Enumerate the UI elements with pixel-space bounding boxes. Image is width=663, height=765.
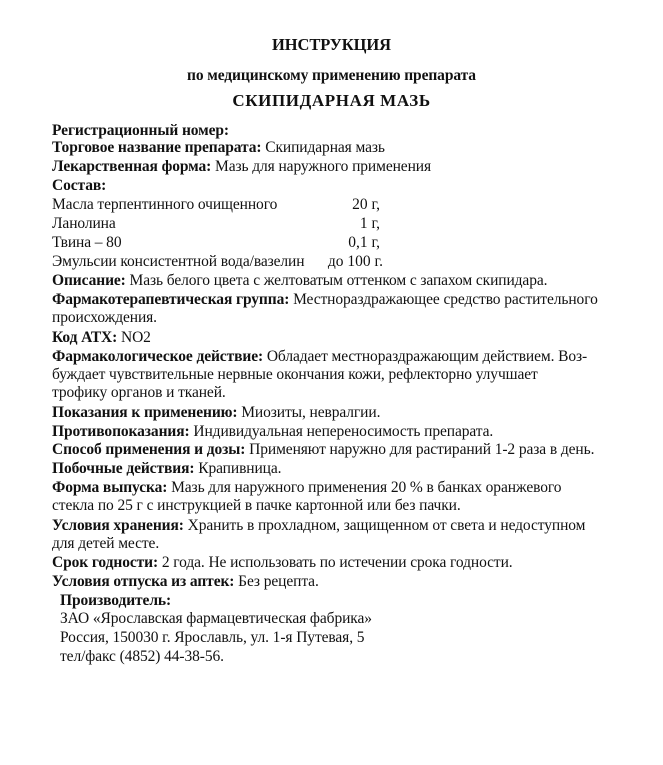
composition-item-name: Твина – 80 bbox=[52, 234, 122, 251]
contraindications-line bbox=[52, 423, 493, 441]
atc-label: Код АТХ: bbox=[52, 329, 118, 346]
document-subtitle: по медицинскому применению препарата bbox=[187, 67, 476, 84]
trade-name-value: Скипидарная мазь bbox=[265, 139, 385, 156]
release-form-label: Форма выпуска: bbox=[52, 479, 168, 496]
composition-item-name: Эмульсии консистентной вода/вазелин bbox=[52, 253, 305, 270]
description-value: Мазь белого цвета с желтоватым оттенком с запахом скипидара. bbox=[129, 272, 548, 289]
shelf-life-line bbox=[52, 554, 513, 572]
pharm-group-label: Фармакотерапевтическая группа: bbox=[52, 291, 290, 308]
release-form-continuation: стекла по 25 г с инструкцией в пачке картонной или без пачки. bbox=[52, 497, 461, 514]
pharm-group-continuation: происхождения. bbox=[52, 309, 157, 326]
action-value: Обладает местнораздражающим действием. Воз- bbox=[266, 348, 588, 365]
manufacturer-phone: тел/факс (4852) 44-38-56. bbox=[60, 648, 224, 665]
registration-label: Регистрационный номер: bbox=[52, 122, 229, 139]
storage-label: Условия хранения: bbox=[52, 517, 184, 534]
document-title: ИНСТРУКЦИЯ bbox=[272, 35, 391, 54]
shelf-life-label: Срок годности: bbox=[52, 554, 159, 571]
release-form-value: Мазь для наружного применения 20 % в банках оранжевого bbox=[171, 479, 562, 496]
storage-line bbox=[52, 517, 585, 535]
indications-label: Показания к применению: bbox=[52, 404, 238, 421]
composition-item-amount: 20 г, bbox=[352, 196, 380, 213]
action-line bbox=[52, 348, 587, 366]
composition-item-name: Масла терпентинного очищенного bbox=[52, 196, 278, 213]
shelf-life-value: 2 года. Не использовать по истечении срока годности. bbox=[161, 554, 513, 571]
indications-line bbox=[52, 404, 380, 422]
description-line bbox=[52, 272, 547, 290]
action-continuation: трофику органов и тканей. bbox=[52, 384, 226, 401]
dispensing-label: Условия отпуска из аптек: bbox=[52, 573, 235, 590]
description-label: Описание: bbox=[52, 272, 126, 289]
dosage-form-value: Мазь для наружного применения bbox=[215, 158, 432, 175]
pharm-group-line bbox=[52, 291, 598, 309]
composition-item-amount: до 100 г. bbox=[327, 253, 383, 270]
trade-name-line bbox=[52, 139, 385, 157]
manufacturer-name: ЗАО «Ярославская фармацевтическая фабрика» bbox=[60, 610, 372, 627]
composition-item-amount: 1 г, bbox=[359, 215, 380, 232]
release-form-line bbox=[52, 479, 561, 497]
composition-item-amount: 0,1 г, bbox=[348, 234, 380, 251]
usage-value: Применяют наружно для растираний 1-2 раза в день. bbox=[249, 441, 595, 458]
indications-value: Миозиты, невралгии. bbox=[241, 404, 381, 421]
side-effects-value: Крапивница. bbox=[198, 460, 282, 477]
usage-line bbox=[52, 441, 594, 459]
dispensing-value: Без рецепта. bbox=[238, 573, 319, 590]
atc-value: NO2 bbox=[121, 329, 151, 346]
usage-label: Способ применения и дозы: bbox=[52, 441, 246, 458]
manufacturer-label: Производитель: bbox=[60, 592, 172, 609]
manufacturer-address: Россия, 150030 г. Ярославль, ул. 1-я Путевая, 5 bbox=[60, 629, 365, 646]
contraindications-value: Индивидуальная непереносимость препарата. bbox=[193, 423, 494, 440]
contraindications-label: Противопоказания: bbox=[52, 423, 190, 440]
pharm-group-value: Местнораздражающее средство растительного bbox=[293, 291, 598, 308]
dosage-form-line bbox=[52, 158, 431, 176]
composition-item-name: Ланолина bbox=[52, 215, 116, 232]
storage-continuation: для детей месте. bbox=[52, 535, 160, 552]
dosage-form-label: Лекарственная форма: bbox=[52, 158, 212, 175]
dispensing-line bbox=[52, 573, 319, 591]
composition-label: Состав: bbox=[52, 177, 107, 194]
action-label: Фармакологическое действие: bbox=[52, 348, 264, 365]
side-effects-label: Побочные действия: bbox=[52, 460, 195, 477]
storage-value: Хранить в прохладном, защищенном от света и недоступном bbox=[187, 517, 586, 534]
atc-line bbox=[52, 329, 151, 347]
trade-name-label: Торговое название препарата: bbox=[52, 139, 262, 156]
drug-name: СКИПИДАРНАЯ МАЗЬ bbox=[232, 91, 431, 110]
side-effects-line bbox=[52, 460, 281, 478]
action-continuation: буждает чувствительные нервные окончания кожи, рефлекторно улучшает bbox=[52, 366, 538, 383]
